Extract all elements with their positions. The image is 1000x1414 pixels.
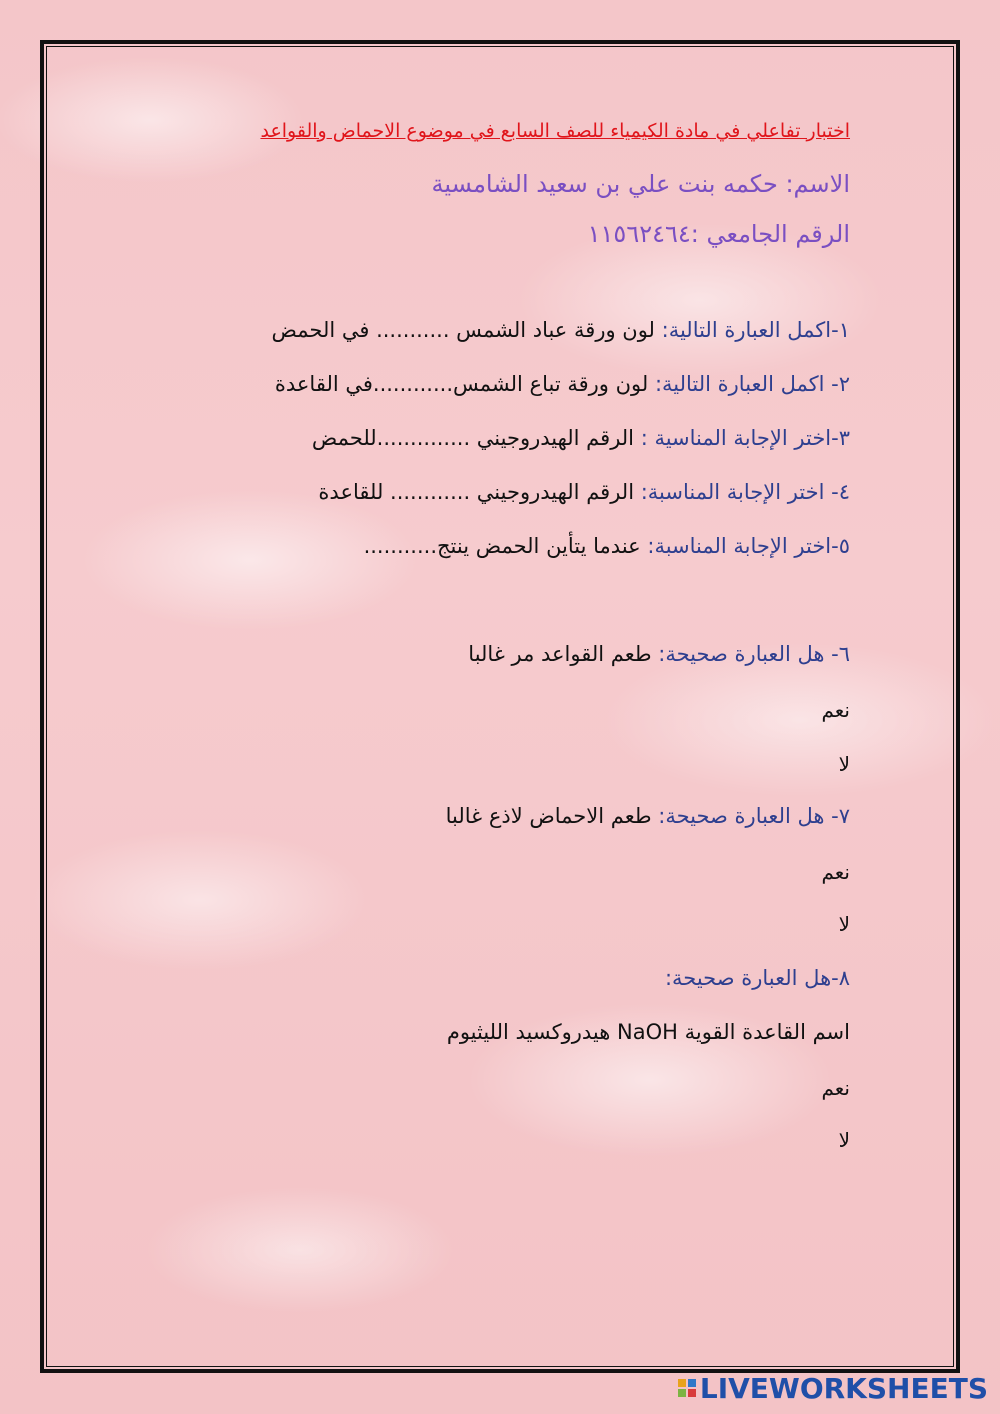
question-text: طعم القواعد مر غالبا	[468, 642, 659, 666]
question-label: ٥-اختر الإجابة المناسبة:	[647, 534, 850, 558]
brand-squares-icon	[678, 1379, 696, 1397]
question-text: الرقم الهيدروجيني ............ للقاعدة	[318, 480, 641, 504]
answer-no-q6[interactable]: لا	[838, 752, 850, 776]
student-id: الرقم الجامعي :١١٥٦٢٤٦٤	[587, 220, 850, 248]
answer-yes-q6[interactable]: نعم	[821, 698, 850, 722]
question-label: ٣-اختر الإجابة المناسية :	[640, 426, 850, 450]
question-label: ٧- هل العبارة صحيحة:	[658, 804, 850, 828]
question-text: عندما يتأين الحمض ينتج...........	[363, 534, 648, 558]
brand-text: LIVEWORKSHEETS	[699, 1371, 988, 1405]
question-7	[446, 804, 850, 828]
question-text: لون ورقة عباد الشمس ........... في الحمض	[271, 318, 662, 342]
answer-no-q7[interactable]: لا	[838, 912, 850, 936]
question-label: ٤- اختر الإجابة المناسبة:	[640, 480, 850, 504]
question-label: ٨-هل العبارة صحيحة:	[664, 966, 850, 990]
question-2	[275, 372, 850, 396]
worksheet-title: اختبار تفاعلي في مادة الكيمياء للصف السابع في موضوع الاحماض والقواعد	[260, 120, 850, 142]
student-name: الاسم: حكمه بنت علي بن سعيد الشامسية	[431, 170, 850, 198]
question-1	[272, 318, 850, 342]
answer-yes-q7[interactable]: نعم	[821, 860, 850, 884]
question-5	[364, 534, 850, 558]
answer-no-q8[interactable]: لا	[838, 1128, 850, 1152]
question-6	[468, 642, 850, 666]
question-label: ٢- اكمل العبارة التالية:	[654, 372, 850, 396]
question-3	[312, 426, 850, 450]
liveworksheets-logo	[678, 1370, 988, 1406]
question-label: ١-اكمل العبارة التالية:	[661, 318, 850, 342]
question-text: طعم الاحماض لاذع غالبا	[445, 804, 659, 828]
question-4	[318, 480, 850, 504]
question-text: لون ورقة تباع الشمس............في القاعدة	[274, 372, 655, 396]
question-8	[665, 966, 850, 990]
question-text: الرقم الهيدروجيني ..............للحمض	[311, 426, 641, 450]
question-label: ٦- هل العبارة صحيحة:	[658, 642, 850, 666]
answer-yes-q8[interactable]: نعم	[821, 1076, 850, 1100]
question-8-statement: اسم القاعدة القوية NaOH هيدروكسيد الليثيوم	[446, 1020, 850, 1044]
